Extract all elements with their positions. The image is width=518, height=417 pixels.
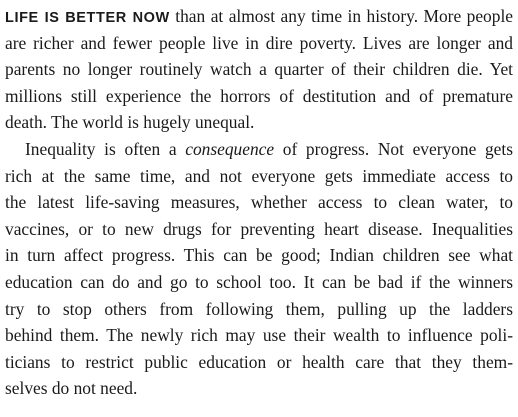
paragraph-1-line-2: are richer and fewer people live in dire poverty. Lives are longer and <box>5 32 513 53</box>
paragraph-2-line-9: ticians to restrict public education or health care that they them- <box>5 351 513 372</box>
paragraph-2 <box>5 136 513 402</box>
paragraph-1-line-5: death. The world is hugely unequal. <box>5 112 255 133</box>
paragraph-2-line-8: behind them. The newly rich may use their wealth to influence poli- <box>5 325 513 346</box>
paragraph-2-line-5: in turn affect progress. This can be good; Indian children see what <box>5 245 513 266</box>
paragraph-1 <box>5 0 513 136</box>
paragraph-2-line-6: education can do and go to school too. It can be bad if the winners <box>5 271 513 292</box>
paragraph-2-line-10: selves do not need. <box>5 378 138 399</box>
paragraph-2-line-2: rich at the same time, and not everyone gets immediate access to <box>5 165 513 186</box>
paragraph-1-line-1 <box>5 3 513 30</box>
paragraph-2-line-4: vaccines, or to new drugs for preventing heart disease. Inequalities <box>5 218 513 239</box>
line-text: of progress. Not everyone gets <box>274 138 513 159</box>
line-text: Inequality is often a <box>25 138 186 159</box>
paragraph-2-line-1 <box>5 136 513 163</box>
paragraph-1-line-3: parents no longer routinely watch a quarter of their children die. Yet <box>5 59 513 80</box>
paragraph-1-line-4: millions still experience the horrors of destitution and of premature <box>5 85 513 106</box>
book-page <box>5 0 513 402</box>
lead-in-caps: LIFE IS BETTER NOW <box>5 10 170 26</box>
line-text: than at almost any time in history. More people <box>169 6 514 26</box>
paragraph-2-line-7: try to stop others from following them, pulling up the ladders <box>5 298 513 319</box>
paragraph-2-line-3: the latest life-saving measures, whether access to clean water, to <box>5 192 513 213</box>
emphasized-word: consequence <box>185 138 275 159</box>
